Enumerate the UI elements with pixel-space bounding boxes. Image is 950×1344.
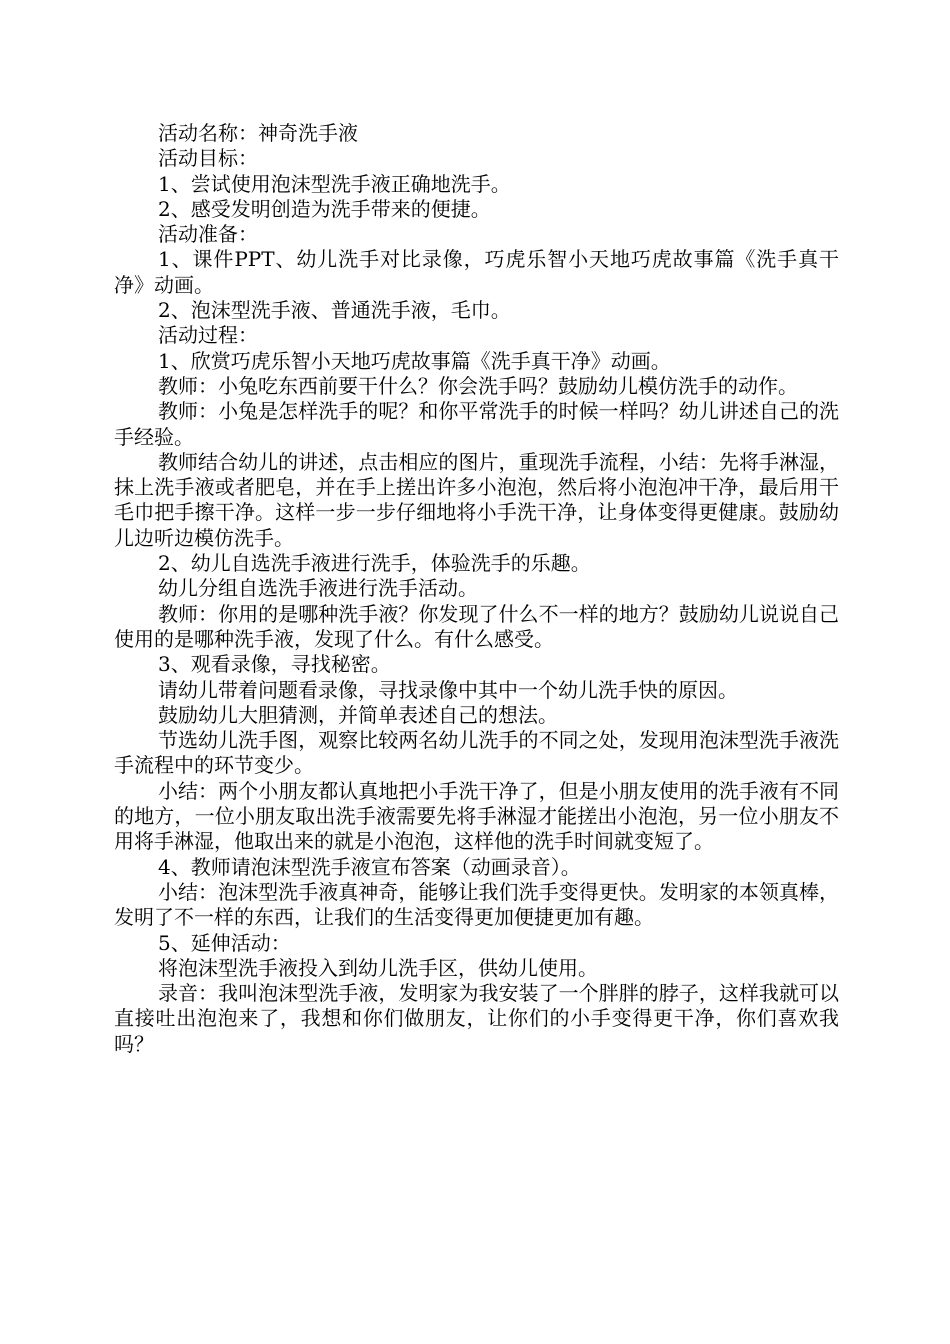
summary-2: 小结：两个小朋友都认真地把小手洗干净了，但是小朋友使用的洗手液有不同的地方，一位小朋友取出洗手液需要先将手淋湿才能搓出小泡泡，另一位小朋友不用将手淋湿，他取出来的就是小泡泡，这样他的洗手时间就变短了。 — [114, 778, 839, 854]
video-task: 请幼儿带着问题看录像，寻找录像中其中一个幼儿洗手快的原因。 — [158, 677, 738, 702]
group-activity: 幼儿分组自选洗手液进行洗手活动。 — [158, 576, 478, 601]
preparation-item-1: 1、课件PPT、幼儿洗手对比录像，巧虎乐智小天地巧虎故事篇《洗手真干净》动画。 — [114, 247, 839, 297]
goal-item-2: 2、感受发明创造为洗手带来的便捷。 — [158, 196, 491, 221]
teacher-summary-1: 教师结合幼儿的讲述，点击相应的图片，重现洗手流程，小结：先将手淋湿，抹上洗手液或者肥皂，并在手上搓出许多小泡泡，然后将小泡泡冲干净，最后用干毛巾把手擦干净。这样一步一步仔细地将小手洗干净，让身体变得更健康。鼓励幼儿边听边模仿洗手。 — [114, 449, 839, 550]
recording-text: 录音：我叫泡沫型洗手液，发明家为我安装了一个胖胖的脖子，这样我就可以直接吐出泡泡来了，我想和你们做朋友，让你们的小手变得更干净，你们喜欢我吗？ — [114, 981, 839, 1056]
activity-name: 活动名称：神奇洗手液 — [158, 121, 358, 145]
process-heading: 活动过程： — [158, 323, 258, 348]
preparation-heading: 活动准备： — [158, 222, 258, 247]
process-step-2: 2、幼儿自选洗手液进行洗手，体验洗手的乐趣。 — [158, 551, 591, 576]
document-body — [114, 121, 839, 1057]
goal-item-1: 1、尝试使用泡沫型洗手液正确地洗手。 — [158, 171, 511, 196]
preparation-item-2: 2、泡沫型洗手液、普通洗手液，毛巾。 — [158, 298, 511, 323]
goals-heading: 活动目标： — [158, 146, 258, 171]
teacher-question-3: 教师：你用的是哪种洗手液？你发现了什么不一样的地方？鼓励幼儿说说自己使用的是哪种洗手液，发现了什么。有什么感受。 — [114, 601, 839, 651]
process-step-3: 3、观看录像，寻找秘密。 — [158, 652, 391, 677]
teacher-question-2: 教师：小兔是怎样洗手的呢？和你平常洗手的时候一样吗？幼儿讲述自己的洗手经验。 — [114, 399, 839, 449]
summary-3: 小结：泡沫型洗手液真神奇，能够让我们洗手变得更快。发明家的本领真棒，发明了不一样的东西，让我们的生活变得更加便捷更加有趣。 — [114, 879, 839, 930]
teacher-question-1: 教师：小兔吃东西前要干什么？你会洗手吗？鼓励幼儿模仿洗手的动作。 — [158, 373, 798, 398]
process-step-5: 5、延伸活动： — [158, 930, 291, 955]
process-step-1: 1、欣赏巧虎乐智小天地巧虎故事篇《洗手真干净》动画。 — [158, 348, 671, 373]
guess-encourage: 鼓励幼儿大胆猜测，并简单表述自己的想法。 — [158, 702, 558, 727]
compare-images: 节选幼儿洗手图，观察比较两名幼儿洗手的不同之处，发现用泡沫型洗手液洗手流程中的环节变少。 — [114, 728, 839, 778]
process-step-4: 4、教师请泡沫型洗手液宣布答案（动画录音）。 — [158, 854, 581, 879]
extension-activity: 将泡沫型洗手液投入到幼儿洗手区，供幼儿使用。 — [158, 955, 598, 980]
